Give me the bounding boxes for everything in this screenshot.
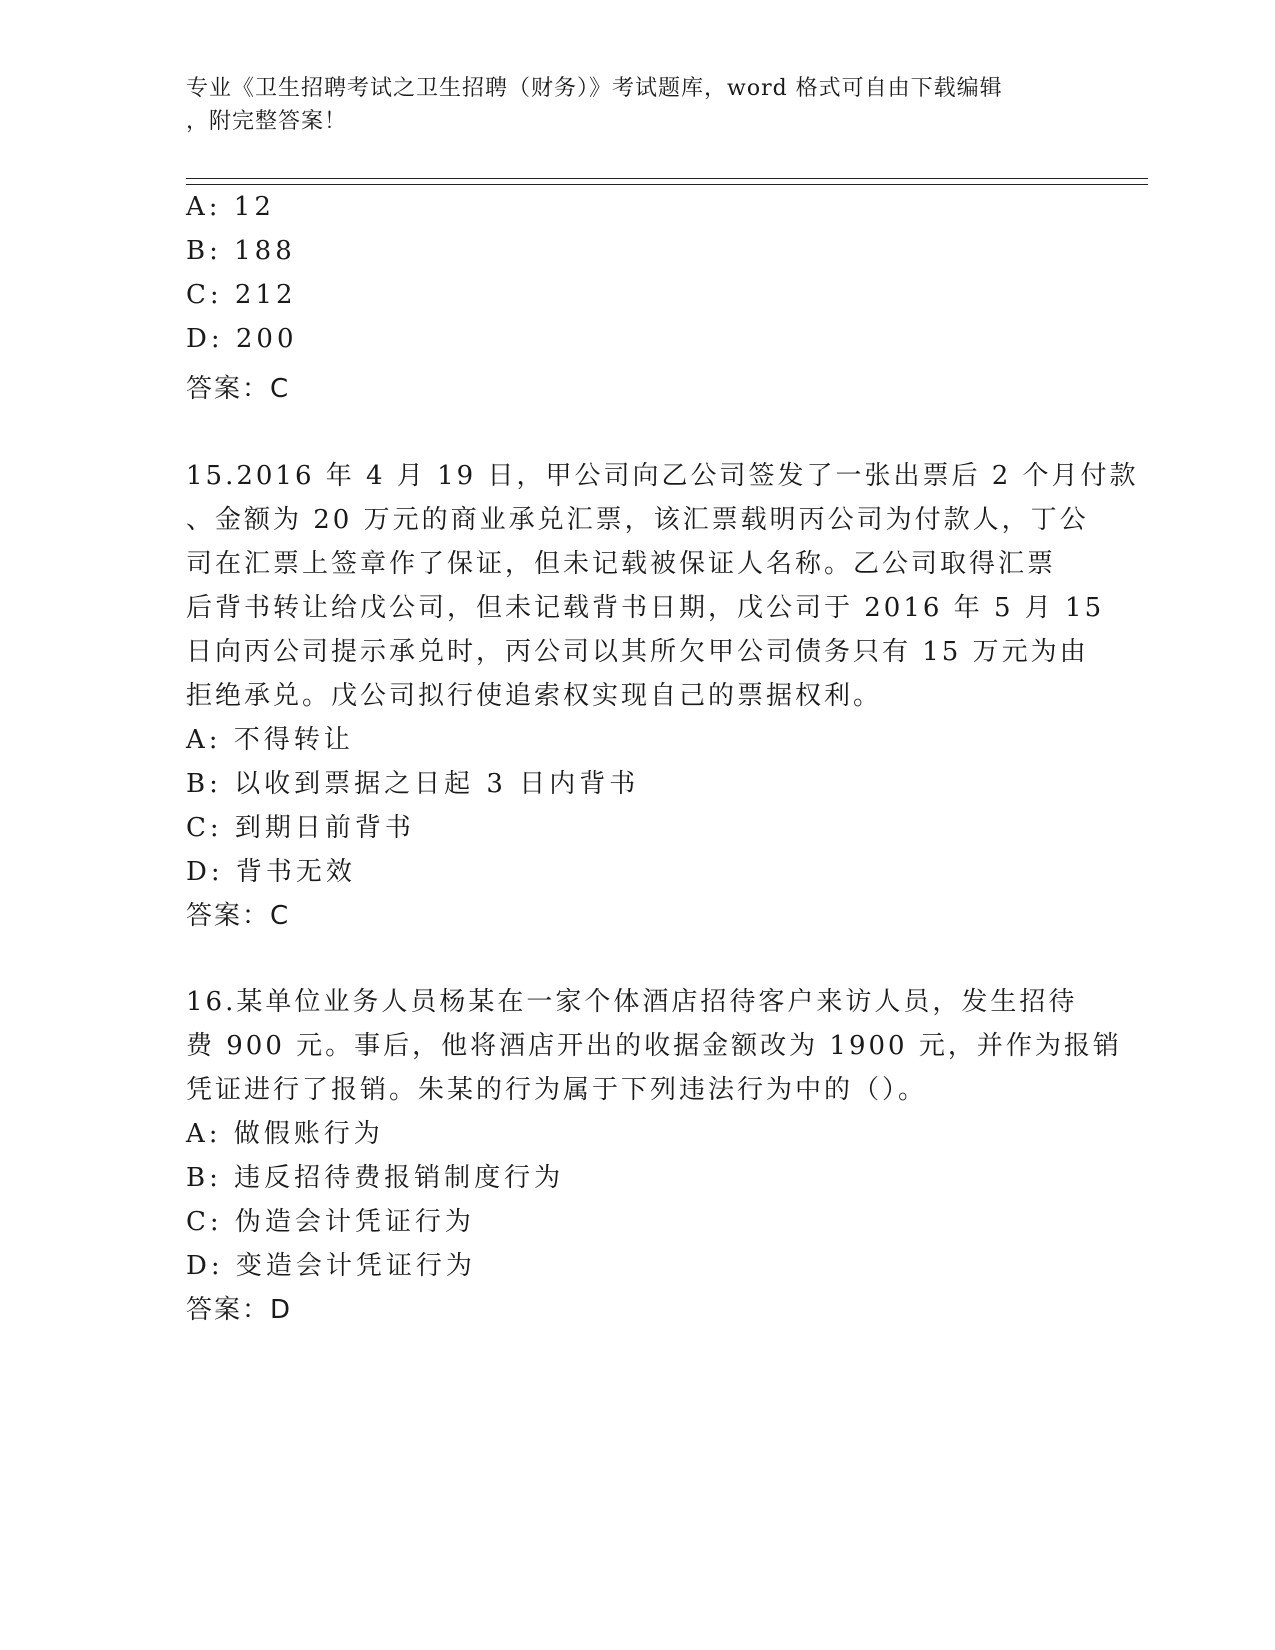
q15-stem-line-3: 司在汇票上签章作了保证，但未记载被保证人名称。乙公司取得汇票	[186, 549, 1057, 579]
q15-stem-line-1: 15.2016 年 4 月 19 日，甲公司向乙公司签发了一张出票后 2 个月付款	[186, 461, 1139, 491]
q16-stem-line-2: 费 900 元。事后，他将酒店开出的收据金额改为 1900 元，并作为报销	[186, 1031, 1122, 1061]
q14-option-a: A: 12	[186, 192, 275, 222]
q15-stem-line-6: 拒绝承兑。戊公司拟行使追索权实现自己的票据权利。	[186, 681, 883, 711]
q15-option-d: D: 背书无效	[186, 857, 356, 887]
q16-option-a: A: 做假账行为	[186, 1119, 384, 1149]
q15-stem-line-4: 后背书转让给戊公司，但未记载背书日期，戊公司于 2016 年 5 月 15	[186, 593, 1105, 623]
q16-option-c: C: 伪造会计凭证行为	[186, 1207, 475, 1237]
q15-option-c: C: 到期日前背书	[186, 813, 415, 843]
document-header	[186, 72, 1066, 138]
header-divider-top	[186, 178, 1148, 179]
q15-stem-line-5: 日向丙公司提示承兑时，丙公司以其所欠甲公司债务只有 15 万元为由	[186, 637, 1089, 667]
q16-option-d: D: 变造会计凭证行为	[186, 1251, 476, 1281]
q16-answer: 答案：D	[186, 1295, 293, 1325]
q14-option-d: D: 200	[186, 324, 298, 354]
q16-stem-line-3: 凭证进行了报销。朱某的行为属于下列违法行为中的（）。	[186, 1075, 928, 1105]
q14-option-c: C: 212	[186, 280, 297, 310]
header-divider-bottom	[186, 184, 1148, 185]
q15-option-b: B: 以收到票据之日起 3 日内背书	[186, 769, 640, 799]
header-line-2: ，附完整答案！	[186, 109, 348, 134]
q15-option-a: A: 不得转让	[186, 725, 354, 755]
q15-answer: 答案：C	[186, 901, 291, 931]
q15-stem-line-2: 、金额为 20 万元的商业承兑汇票，该汇票载明丙公司为付款人，丁公	[186, 505, 1089, 535]
header-line-1: 专业《卫生招聘考试之卫生招聘（财务）》考试题库，word 格式可自由下载编辑	[186, 76, 1003, 101]
q16-option-b: B: 违反招待费报销制度行为	[186, 1163, 565, 1193]
q14-answer: 答案：C	[186, 374, 291, 404]
q16-stem-line-1: 16.某单位业务人员杨某在一家个体酒店招待客户来访人员，发生招待	[186, 987, 1078, 1017]
q14-option-b: B: 188	[186, 236, 296, 266]
